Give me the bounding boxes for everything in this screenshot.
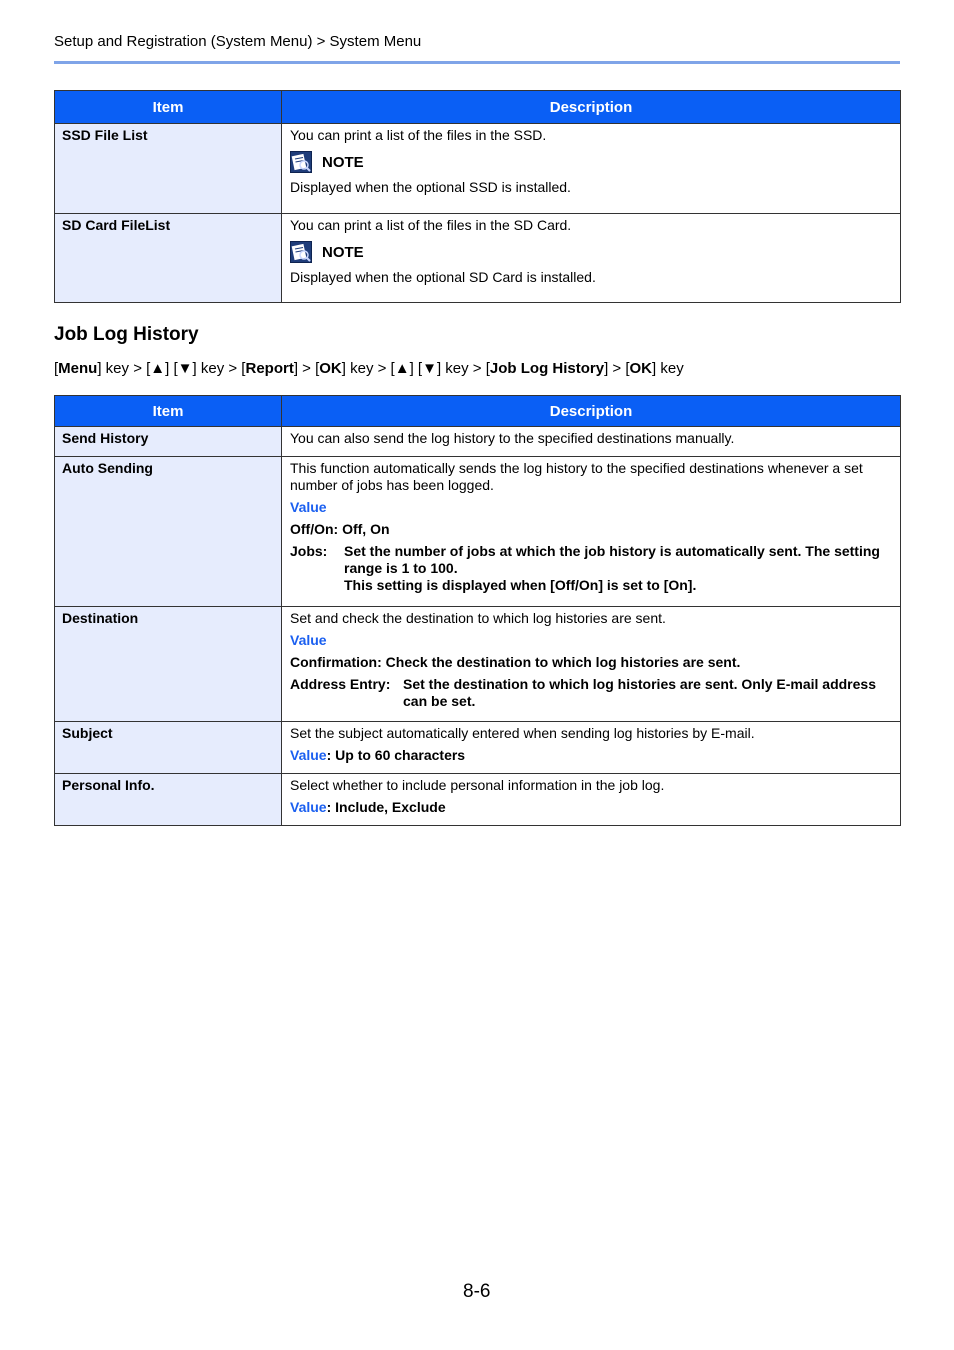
- jobs-label: Jobs:: [290, 543, 328, 559]
- key-path: [Menu] key > [▲] [▼] key > [Report] > [OK] key > [▲] [▼] key > [Job Log History] > [OK] key: [54, 360, 684, 377]
- column-header-item: Item: [55, 91, 282, 124]
- item-cell: Send History: [55, 427, 282, 457]
- description-cell: [282, 124, 901, 214]
- jobs-text: Set the number of jobs at which the job history is automatically sent. The setting range is 1 to 100. This setting is displayed when [Off/On] is set to [On].: [344, 543, 880, 593]
- note-text: Displayed when the optional SSD is installed.: [290, 179, 571, 195]
- note-label: NOTE: [322, 153, 364, 171]
- note-heading: [290, 150, 892, 174]
- description-text: Select whether to include personal information in the job log.: [290, 777, 665, 793]
- note-icon: [290, 241, 312, 263]
- column-header-description: Description: [282, 396, 901, 427]
- description-cell: [282, 722, 901, 774]
- table-row: [55, 214, 901, 303]
- value-line: Value: Include, Exclude: [290, 799, 446, 815]
- description-cell: [282, 607, 901, 722]
- note-heading: [290, 240, 892, 264]
- description-text: This function automatically sends the log history to the specified destinations whenever a set number of jobs has been logged.: [290, 460, 863, 493]
- settings-table-reports: [54, 90, 901, 303]
- item-cell: Auto Sending: [55, 457, 282, 607]
- table-row: [55, 124, 901, 214]
- description-text: Set and check the destination to which log histories are sent.: [290, 610, 666, 626]
- value-address-entry: [290, 676, 892, 710]
- address-entry-text: Set the destination to which log histories are sent. Only E-mail address can be set.: [403, 676, 876, 709]
- value-label: Value: [290, 499, 327, 515]
- description-cell: [282, 214, 901, 303]
- description-cell: [282, 774, 901, 826]
- item-cell: SSD File List: [55, 124, 282, 214]
- description-text: You can print a list of the files in the SSD.: [290, 127, 547, 143]
- item-cell: Subject: [55, 722, 282, 774]
- table-row: [55, 427, 901, 457]
- value-line: Value: Up to 60 characters: [290, 747, 466, 763]
- table-row: [55, 457, 901, 607]
- column-header-item: Item: [55, 396, 282, 427]
- item-cell: Destination: [55, 607, 282, 722]
- address-entry-label: Address Entry:: [290, 676, 391, 692]
- note-text: Displayed when the optional SD Card is installed.: [290, 269, 596, 285]
- breadcrumb: Setup and Registration (System Menu) > System Menu: [54, 33, 422, 50]
- section-title: Job Log History: [54, 324, 199, 345]
- table-row: [55, 774, 901, 826]
- value-label: Value: [290, 632, 327, 648]
- column-header-description: Description: [282, 91, 901, 124]
- value-confirmation: Confirmation: Check the destination to which log histories are sent.: [290, 654, 741, 670]
- item-cell: SD Card FileList: [55, 214, 282, 303]
- table-row: [55, 607, 901, 722]
- table-row: [55, 722, 901, 774]
- description-cell: [282, 457, 901, 607]
- item-cell: Personal Info.: [55, 774, 282, 826]
- value-off-on: Off/On: Off, On: [290, 521, 390, 537]
- description-text: Set the subject automatically entered when sending log histories by E-mail.: [290, 725, 755, 741]
- description-text: You can print a list of the files in the SD Card.: [290, 217, 572, 233]
- settings-table-job-log: [54, 395, 901, 826]
- description-cell: [282, 427, 901, 457]
- page-number: 8-6: [463, 1281, 491, 1302]
- note-label: NOTE: [322, 243, 364, 261]
- description-text: You can also send the log history to the specified destinations manually.: [290, 430, 735, 446]
- header-divider: [54, 61, 900, 64]
- value-jobs: [290, 543, 892, 594]
- note-icon: [290, 151, 312, 173]
